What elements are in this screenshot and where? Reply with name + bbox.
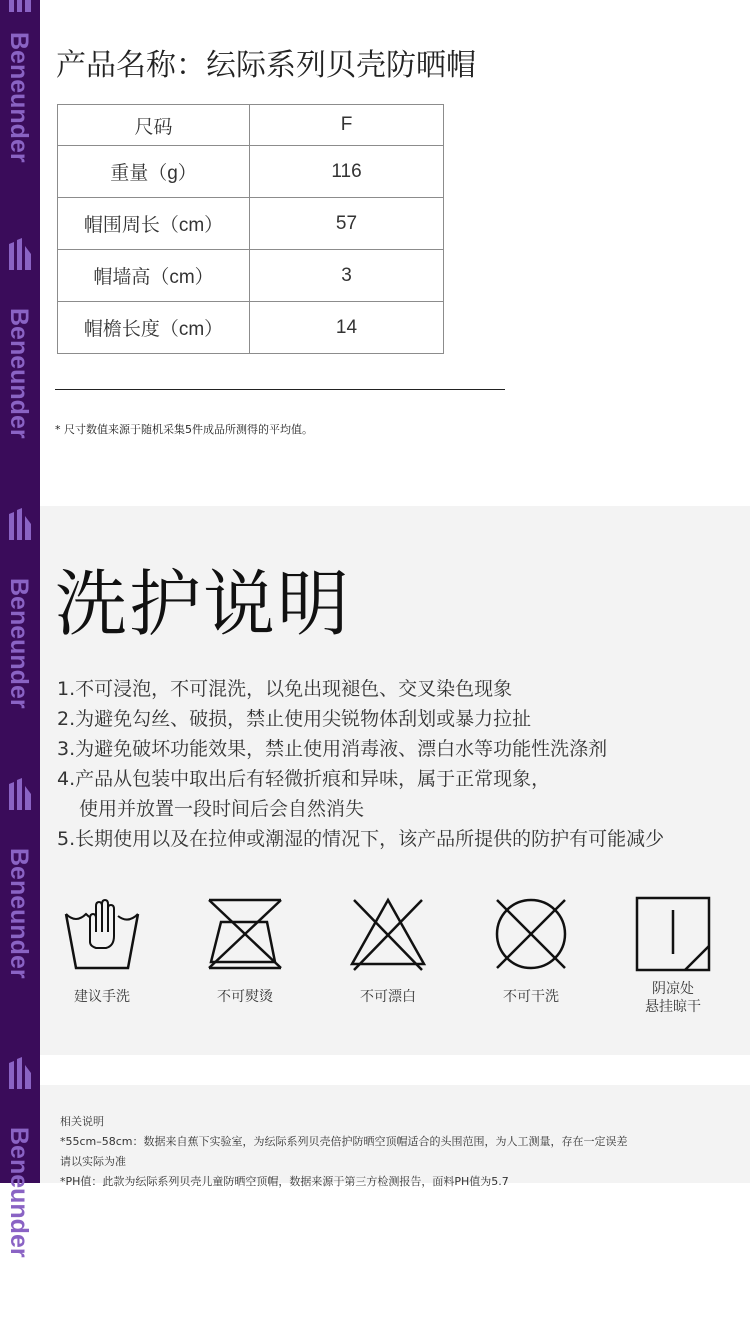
brand-strip (0, 0, 40, 1258)
product-size-section (40, 0, 750, 506)
notes-section (40, 1085, 750, 1188)
care-title: 洗护说明 (55, 562, 352, 646)
table-header-row (58, 105, 444, 146)
care-icon-label-line: 阴凉处 (652, 981, 694, 997)
care-icon-item (328, 896, 448, 1006)
notes-text (60, 1112, 710, 1192)
product-title: 产品名称：纭际系列贝壳防晒帽 (56, 48, 476, 83)
care-icon-item (42, 896, 162, 1006)
brand-logo-icon (7, 236, 33, 274)
care-instruction: 3.为避免破坏功能效果，禁止使用消毒液、漂白水等功能性洗涤剂 (57, 738, 608, 760)
brand-logo-icon (7, 1055, 33, 1093)
table-cell-value: 116 (250, 146, 444, 198)
table-cell-value: 14 (250, 302, 444, 354)
notes-line: 请以实际为准 (60, 1155, 126, 1168)
no-dry-clean-icon (491, 896, 571, 972)
care-instructions-list (57, 674, 664, 854)
table-row (58, 302, 444, 354)
care-icon-label (613, 980, 733, 1016)
table-cell-label: 帽围周长（cm） (58, 198, 250, 250)
care-icon-item (185, 896, 305, 1006)
notes-heading: 相关说明 (60, 1115, 104, 1128)
brand-wordmark: Beneunder (5, 578, 33, 709)
table-cell-value: 3 (250, 250, 444, 302)
hand-wash-icon (62, 896, 142, 972)
care-instruction-continuation: 使用并放置一段时间后会自然消失 (79, 798, 365, 820)
brand-unit (0, 0, 40, 268)
care-icon-item (613, 896, 733, 1016)
brand-wordmark: Beneunder (5, 848, 33, 979)
notes-line: *55cm–58cm：数据来自蕉下实验室，为纭际系列贝壳倍护防晒空顶帽适合的头围范围，为人工测量，存在一定误差 (60, 1135, 628, 1148)
care-instruction: 1.不可浸泡，不可混洗，以免出现褪色、交叉染色现象 (57, 678, 513, 700)
table-cell-value: 57 (250, 198, 444, 250)
notes-line: *PH值：此款为纭际系列贝壳儿童防晒空顶帽，数据来源于第三方检测报告，面料PH值为5.7 (60, 1175, 509, 1188)
care-icon-label: 建议手洗 (74, 989, 130, 1005)
brand-logo-icon (7, 506, 33, 544)
care-icon-item (471, 896, 591, 1006)
table-header-cell: 尺码 (58, 105, 250, 146)
brand-wordmark: Beneunder (5, 32, 33, 163)
brand-wordmark: Beneunder (5, 308, 33, 439)
brand-unit (0, 1055, 40, 1325)
care-instruction: 5.长期使用以及在拉伸或潮湿的情况下，该产品所提供的防护有可能减少 (57, 828, 665, 850)
brand-unit (0, 236, 40, 506)
line-dry-shade-icon (633, 896, 713, 972)
table-row (58, 146, 444, 198)
table-row (58, 250, 444, 302)
care-icon-label-line: 悬挂晾干 (645, 999, 701, 1015)
brand-logo-icon (7, 776, 33, 814)
size-footnote: * 尺寸数值来源于随机采集5件成品所测得的平均值。 (55, 423, 313, 436)
care-instruction: 2.为避免勾丝、破损，禁止使用尖锐物体刮划或暴力拉扯 (57, 708, 532, 730)
brand-logo-icon (7, 0, 33, 16)
care-icon-label: 不可漂白 (360, 989, 416, 1005)
section-gap (40, 1055, 750, 1085)
care-section (40, 506, 750, 1055)
no-iron-icon (205, 896, 285, 972)
brand-wordmark: Beneunder (5, 1127, 33, 1258)
table-cell-label: 帽檐长度（cm） (58, 302, 250, 354)
brand-unit (0, 776, 40, 1046)
table-cell-label: 帽墙高（cm） (58, 250, 250, 302)
care-icon-label: 不可干洗 (503, 989, 559, 1005)
brand-unit (0, 506, 40, 776)
care-icon-label: 不可熨烫 (217, 989, 273, 1005)
table-row (58, 198, 444, 250)
divider (55, 389, 505, 390)
care-instruction: 4.产品从包装中取出后有轻微折痕和异味，属于正常现象， (57, 768, 551, 790)
table-cell-label: 重量（g） (58, 146, 250, 198)
table-header-cell: F (250, 105, 444, 146)
size-table (57, 104, 444, 354)
no-bleach-icon (348, 896, 428, 972)
care-icons-row (40, 896, 750, 1026)
